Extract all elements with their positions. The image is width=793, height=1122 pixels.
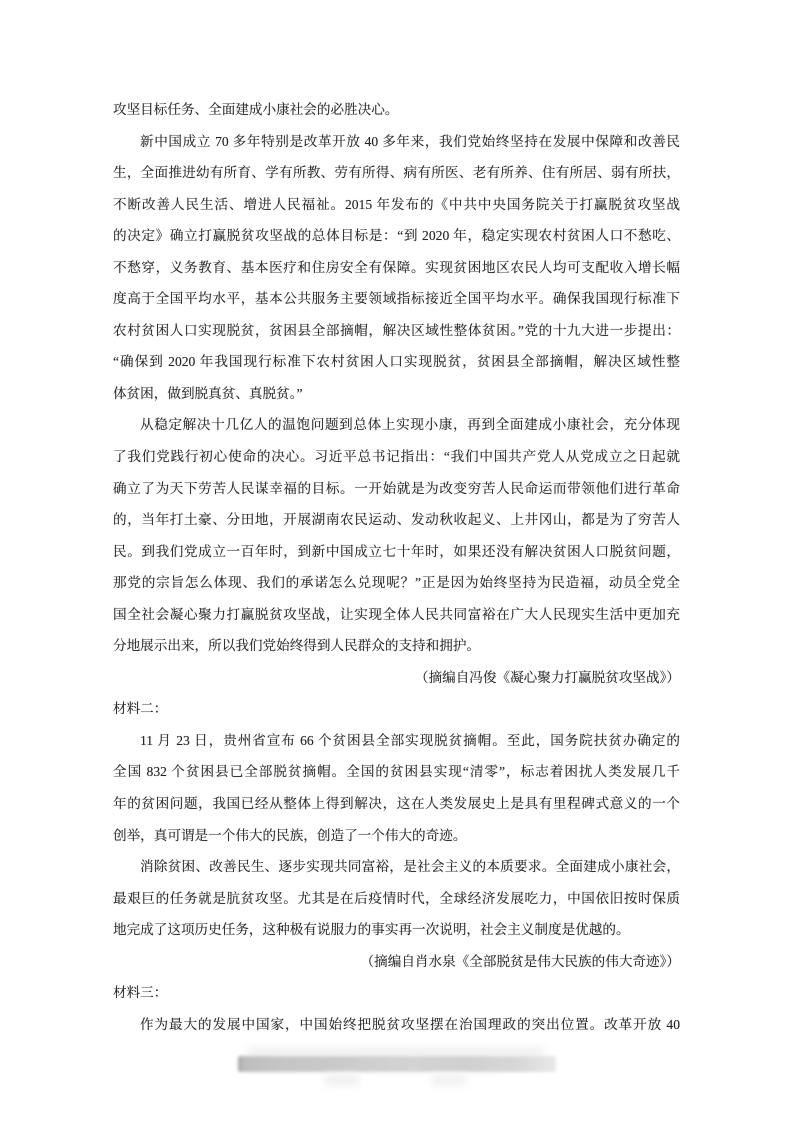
text-line: 从稳定解决十几亿人的温饱问题到总体上实现小康，再到全面建成小康社会，充分体现 [140, 417, 680, 433]
text-line: 的，当年打土豪、分田地，开展湖南农民运动、发动秋收起义、上井冈山，都是为了穷苦人 [113, 512, 680, 528]
text-line: 攻坚目标任务、全面建成小康社会的必胜决心。 [113, 102, 399, 117]
text-line: 不愁穿，义务教育、基本医疗和住房安全有保障。实现贫困地区农民人均可支配收入增长幅 [113, 259, 680, 275]
text-line: 11 月 23 日，贵州省宣布 66 个贫困县全部实现脱贫摘帽。至此，国务院扶贫办确定的 [140, 732, 680, 748]
text-line: 的决定》确立打赢脱贫攻坚战的总体目标是：“到 2020 年，稳定实现农村贫困人口不愁吃、 [113, 228, 680, 244]
material-heading: 材料二： [113, 701, 168, 717]
attribution-line: （摘编自肖水泉《全部脱贫是伟大民族的伟大奇迹》） [360, 953, 680, 969]
blurred-watermark [238, 1056, 556, 1072]
text-line: 新中国成立 70 多年特别是改革开放 40 多年来，我们党始终坚持在发展中保障和改善民 [140, 133, 680, 149]
watermark-ghost [432, 1074, 466, 1086]
text-line: 消除贫困、改善民生、逐步实现共同富裕，是社会主义的本质要求。全面建成小康社会， [140, 859, 680, 875]
text-line: 创举，真可谓是一个伟大的民族，创造了一个伟大的奇迹。 [113, 827, 467, 843]
attribution-line: （摘编自冯俊《凝心聚力打赢脱贫攻坚战》） [414, 669, 680, 685]
text-line: 民。到我们党成立一百年时，到新中国成立七十年时，如果还没有解决贫困人口脱贫问题， [113, 543, 680, 559]
text-line: 分地展示出来，所以我们党始终得到人民群众的支持和拥护。 [113, 638, 481, 654]
watermark-halo [248, 1048, 544, 1056]
material-heading: 材料三： [113, 985, 168, 1001]
text-line: 国全社会凝心聚力打赢脱贫攻坚战，让实现全体人民共同富裕在广大人民现实生活中更加充 [113, 606, 680, 622]
text-column [113, 94, 680, 1040]
watermark-ghost [325, 1074, 359, 1086]
text-line: 作为最大的发展中国家，中国始终把脱贫攻坚摆在治国理政的突出位置。改革开放 40 [140, 1016, 680, 1032]
text-line: 年的贫困问题，我国已经从整体上得到解决，这在人类发展史上是具有里程碑式意义的一个 [113, 796, 680, 812]
text-line: 体贫困，做到脱真贫、真脱贫。” [113, 385, 303, 401]
text-line: 地完成了这项历史任务，这种极有说服力的事实再一次说明，社会主义制度是优越的。 [113, 922, 630, 938]
text-line: 了我们党践行初心使命的决心。习近平总书记指出：“我们中国共产党人从党成立之日起就 [113, 449, 680, 465]
text-line: 不断改善人民生活、增进人民福祉。2015 年发布的《中共中央国务院关于打赢脱贫攻坚战 [113, 196, 680, 212]
text-line: 全国 832 个贫困县已全部脱贫摘帽。全国的贫困县实现“清零”，标志着困扰人类发展几千 [113, 764, 680, 780]
text-line: 最艰巨的任务就是肮贫攻坚。尤其是在后疫情时代，全球经济发展吃力，中国依旧按时保质 [113, 890, 680, 906]
text-line: 生，全面推进幼有所育、学有所教、劳有所得、病有所医、老有所养、住有所居、弱有所扶， [113, 165, 680, 181]
text-line: 度高于全国平均水平，基本公共服务主要领域指标接近全国平均水平。确保我国现行标准下 [113, 291, 680, 307]
text-line: 确立了为天下劳苦人民谋幸福的目标。一开始就是为改变穷苦人民命运而带领他们进行革命 [113, 480, 680, 496]
text-line: “确保到 2020 年我国现行标准下农村贫困人口实现脱贫，贫困县全部摘帽，解决区域性整 [113, 354, 680, 370]
text-line: 那党的宗旨怎么体现、我们的承诺怎么兑现呢？”正是因为始终坚持为民造福，动员全党全 [113, 575, 680, 591]
text-line: 农村贫困人口实现脱贫，贫困县全部摘帽，解决区域性整体贫困。”党的十九大进一步提出： [113, 322, 680, 338]
